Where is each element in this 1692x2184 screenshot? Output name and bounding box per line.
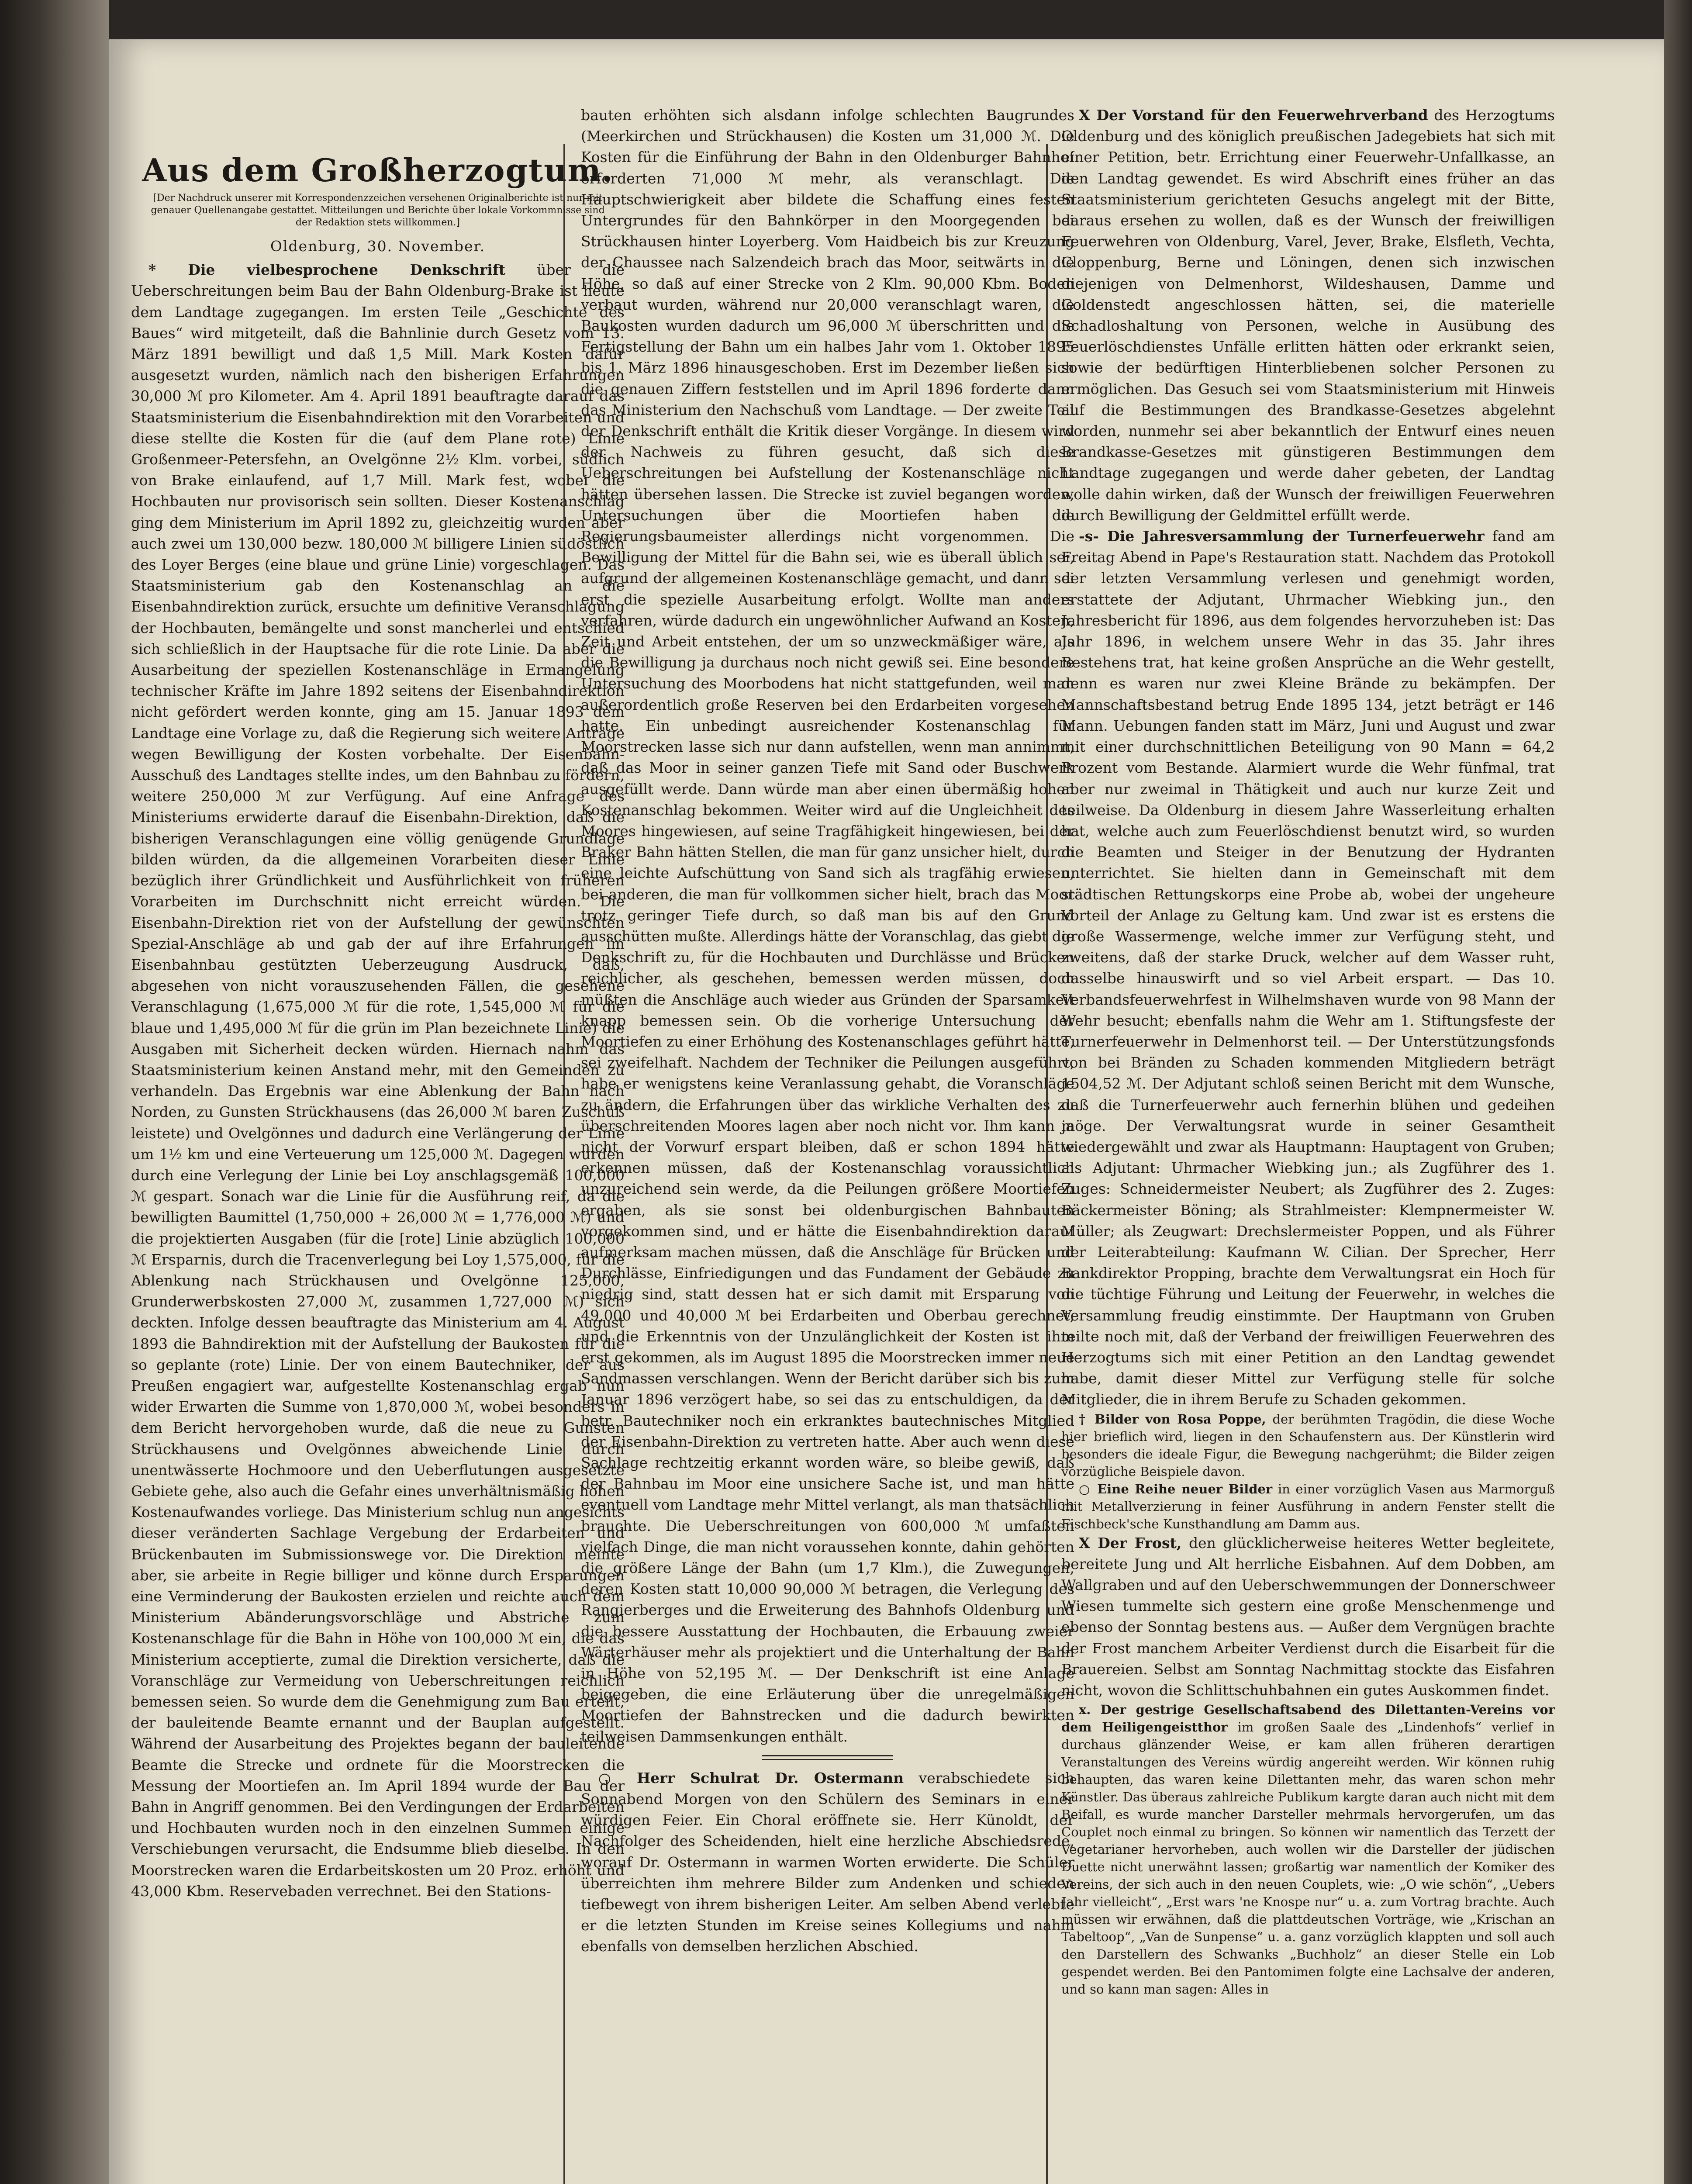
article-headline: ○ Eine Reihe neuer Bilder bbox=[1079, 1481, 1273, 1496]
column-3 bbox=[1061, 105, 1555, 2184]
article-reihe bbox=[1061, 1480, 1555, 1533]
article-frost bbox=[1061, 1533, 1555, 1701]
article-headline: * Die vielbesprochene Denkschrift bbox=[148, 261, 506, 279]
article-text: fand am Freitag Abend in Pape's Restauration statt. Nachdem das Protokoll der letzten Versammlung verlesen und genehmigt worden, erstattete der Adjutant, Uhrmacher Wiebking jun., den Jahresbericht für 1896, aus dem folgendes hervorzuheben ist: Das Jahr 1896, in welchem unsere Wehr in das 35. Jahr ihres Bestehens trat, hat keine großen Ansprüche an die Wehr gestellt, denn es waren nur zwei Kleine Brände zu bekämpfen. Der Mannschaftsbestand betrug Ende 1895 134, jetzt beträgt er 146 Mann. Uebungen fanden statt im März, Juni und August und zwar mit einer durchschnittlichen Beteiligung von 90 Mann = 64,2 Prozent vom Bestande. Alarmiert wurde die Wehr fünfmal, trat aber nur zweimal in Thätigkeit und auch nur kurze Zeit und teilweise. Da Oldenburg in diesem Jahre Wasserleitung erhalten hat, welche auch zum Feuerlöschdienst benutzt wird, so wurden die Beamten und Steiger in der Benutzung der Hydranten unterrichtet. Sie hielten dann in Gemeinschaft mit dem städtischen Rettungskorps eine Probe ab, wobei der ungeheure Vorteil der Anlage zu Geltung kam. Und zwar ist es erstens die große Wassermenge, welche immer zur Verfügung steht, und zweitens, daß der starke Druck, welcher auf dem Wasser ruht, dasselbe hinauswirft und so viel Arbeit erspart. — Das 10. Verbandsfeuerwehrfest in Wilhelmshaven wurde von 98 Mann der Wehr besucht; ebenfalls nahm die Wehr am 1. Stiftungsfeste der Turnerfeuerwehr in Delmenhorst teil. — Der Unterstützungsfonds von bei Bränden zu Schaden kommenden Mitgliedern beträgt 1504,52 ℳ. Der Adjutant schloß seinen Bericht mit dem Wunsche, daß die Turnerfeuerwehr auch fernerhin blühen und gedeihen möge. Der Verwaltungsrat wurde in seiner Gesamtheit wiedergewählt und zwar als Hauptmann: Hauptagent von Gruben; als Adjutant: Uhrmacher Wiebking jun.; als Zugführer des 1. Zuges: Schneidermeister Neubert; als Zugführer des 2. Zuges: Bäckermeister Böning; als Strahlmeister: Klempnermeister W. Müller; als Zeugwart: Drechslermeister Poppen, und als Führer der Leiterabteilung: Kaufmann W. Cilian. Der Sprecher, Herr Bankdirektor Propping, brachte dem Verwaltungsrat ein Hoch für die tüchtige Führung und Leitung der Feuerwehr, in welches die Versammlung freudig einstimmte. Der Hauptmann von Gruben teilte noch mit, daß der Verband der freiwilligen Feuerwehren des Herzogtums sich mit einer Petition an den Landtag gewendet habe, damit dieser Mittel zur Verfügung stelle für solche Mitglieder, die in ihrem Berufe zu Schaden gekommen. bbox=[1061, 528, 1555, 1408]
article-dilettanten bbox=[1061, 1701, 1555, 1998]
article-feuerwehr bbox=[1061, 105, 1555, 526]
article-headline: † Bilder von Rosa Poppe, bbox=[1079, 1411, 1266, 1427]
article-text: im großen Saale des „Lindenhofs“ verlief in durchaus glänzender Weise, er kam allen früheren derartigen Veranstaltungen des Vereins würdig angereiht werden. Wir können ruhig behaupten, das waren keine Dilettanten mehr, das waren schon mehr Künstler. Das überaus zahlreiche Publikum kargte daran auch nicht mit dem Beifall, es wurde mancher Darsteller mehrmals hervorgerufen, um das Couplet noch einmal zu bringen. So können wir namentlich das Terzett der Vegetarianer hervorheben, auch wollen wir die Darsteller der jüdischen Duette nicht unerwähnt lassen; großartig war namentlich der Komiker des Vereins, der sich auch in den neuen Couplets, wie: „O wie schön“, „Uebers Jahr vielleicht“, „Erst wars 'ne Knospe nur“ u. a. zum Vortrag brachte. Auch müssen wir erwähnen, daß die plattdeutschen Vorträge, wie „Krischan an Tabeltoop“, „Van de Sunpense“ u. a. ganz vorzüglich klappten und soll auch den Darstellern des Schwanks „Buchholz“ an dieser Stelle ein Lob gespendet werden. Bei den Pantomimen folgte eine Lachsalve der anderen, und so kann man sagen: Alles in bbox=[1061, 1720, 1555, 1997]
column-2 bbox=[581, 105, 1074, 2184]
column-1 bbox=[131, 105, 625, 2184]
article-headline: ○ Herr Schulrat Dr. Ostermann bbox=[598, 1769, 904, 1787]
page-shadow bbox=[1664, 0, 1692, 2184]
article-headline: X Der Frost, bbox=[1079, 1534, 1182, 1552]
article-railway-cont: bauten erhöhten sich alsdann infolge schlechten Baugrundes (Meerkirchen und Strückhausen) die Kosten um 31,000 ℳ. Die Kosten für die Einführung der Bahn in den Oldenburger Bahnhof erforderten 71,000 ℳ mehr, als veranschlagt. Die Hauptschwierigkeit aber bildete die Schaffung eines festen Untergrundes für den Bahnkörper in den Moorgegenden bei Strückhausen hinter Loyerberg. Vom Haidbeich bis zur Kreuzung der Chaussee nach Salzendeich brach das Moor, seitwärts in die Höhe, so daß auf einer Strecke von 2 Klm. 90,000 Kbm. Boden verbaut wurden, während nur 20,000 veranschlagt waren, die Baukosten wurden dadurch um 96,000 ℳ überschritten und die Fertigstellung der Bahn um ein halbes Jahr vom 1. Oktober 1895 bis 1. März 1896 hinausgeschoben. Erst im Dezember ließen sich die genauen Ziffern feststellen und im April 1896 forderte dann das Ministerium den Nachschuß vom Landtage. — Der zweite Teil der Denkschrift enthält die Kritik dieser Vorgänge. In diesem wird der Nachweis zu führen gesucht, daß sich diese Ueberschreitungen bei Aufstellung der Kostenanschläge nicht hätten übersehen lassen. Die Strecke ist zuviel begangen worden, Untersuchungen über die Moortiefen haben die Regierungsbaumeister allerdings nicht vorgenommen. Die Bewilligung der Mittel für die Bahn sei, wie es überall üblich sei, aufgrund der allgemeinen Kostenanschläge gemacht, und dann sei erst die spezielle Ausarbeitung erfolgt. Wollte man anders verfahren, würde dadurch ein ungewöhnlicher Aufwand an Kosten, Zeit und Arbeit entstehen, der um so unzweckmäßiger wäre, als die Bewilligung ja durchaus noch nicht gewiß sei. Eine besondere Untersuchung des Moorbodens hat nicht stattgefunden, weil man außerordentlich große Reserven bei den Erdarbeiten vorgesehen hatte. Ein unbedingt ausreichender Kostenanschlag für Moorstrecken lasse sich nur dann aufstellen, wenn man annimmt, daß das Moor in seiner ganzen Tiefe mit Sand oder Buschwerk ausgefüllt werde. Dann würde man aber einen übermäßig hohen Kostenanschlag bekommen. Weiter wird auf die Ungleichheit des Moores hingewiesen, auf seine Tragfähigkeit hingewiesen, bei der Braker Bahn hätten Stellen, die man für ganz unsicher hielt, durch eine leichte Aufschüttung von Sand sich als tragfähig erwiesen, bei anderen, die man für vollkommen sicher hielt, brach das Moor trotz geringer Tiefe durch, so daß man bis auf den Grund ausschütten mußte. Allerdings hätte der Voranschlag, das giebt die Denkschrift zu, für die Hochbauten und Durchlässe und Brücken reichlicher, als geschehen, bemessen werden müssen, doch müßten die Anschläge auch wieder aus Gründen der Sparsamkeit knapp bemessen sein. Ob die vorherige Untersuchung der Moortiefen zu einer Erhöhung des Kostenanschlages geführt hätte, sei zweifelhaft. Nachdem der Techniker die Peilungen ausgeführt, habe er wenigstens keine Veranlassung gehabt, die Voranschläge zu ändern, die Erfahrungen über das wirkliche Verhalten des zu überschreitenden Moores lagen aber noch nicht vor. Ihm kann ja nicht der Vorwurf erspart bleiben, daß er schon 1894 hätte erkennen müssen, daß der Kostenanschlag voraussichtlich unzureichend sein werde, da die Peilungen größere Moortiefen ergaben, als sie sonst bei oldenburgischen Bahnbauten vorgekommen sind, und er hätte die Eisenbahndirektion darauf aufmerksam machen müssen, daß die Anschläge für Brücken und Durchlässe, Einfriedigungen und das Fundament der Gebäude zu niedrig sind, statt dessen hat er sich damit mit Ersparung von 49,000 und 40,000 ℳ bei Erdarbeiten und Oberbau gerechnet, und die Erkenntnis von der Unzulänglichkeit der Kosten ist ihm erst gekommen, als im August 1895 die Moorstrecken immer neue Sandmassen verschlangen. Wenn der Bericht darüber sich bis zum Januar 1896 verzögert habe, so sei das zu entschuldigen, da der betr. Bautechniker noch ein erkranktes bautechnisches Mitglied der Eisenbahn-Direktion zu vertreten hatte. Aber auch wenn diese Sachlage rechtzeitig erkannt worden wäre, so bleibe gewiß, daß der Bahnbau im Moor eine unsichere Sache ist, und man hätte eventuell vom Landtage mehr Mittel verlangt, als man thatsächlich brauchte. Die Ueberschreitungen von 600,000 ℳ umfaßten vielfach Dinge, die man nicht voraussehen konnte, dahin gehörten die größere Länge der Bahn (um 1,7 Klm.), die Zuwegungen, deren Kosten statt 10,000 90,000 ℳ betragen, die Verlegung des Rangierberges und die Erweiterung des Bahnhofs Oldenburg und die bessere Ausstattung der Hochbauten, die Erbauung zweier Wärterhäuser mehr als projektiert und die Unterhaltung der Bahn in Höhe von 52,195 ℳ. — Der Denkschrift ist eine Anlage beigegeben, die eine Erläuterung über die unregelmäßigen Moortiefen der Bahnstrecken und die dadurch bewirkten teilweisen Dammsenkungen enthält. bbox=[581, 107, 1074, 1745]
article-headline: X Der Vorstand für den Feuerwehrverband bbox=[1079, 107, 1428, 124]
article-text: der berühmten Tragödin, die diese Woche hier brieflich wird, liegen in den Schaufenstern aus. Der Künstlerin wird besonders die ideale Figur, die Bewegung nachgerühmt; die Bilder zeigen vorzügliche Beispiele davon. bbox=[1061, 1411, 1555, 1479]
article-bilder bbox=[1061, 1410, 1555, 1480]
article-text: den glücklicherweise heiteres Wetter begleitete, bereitete Jung und Alt herrliche Eisbahnen. Auf dem Dobben, am Wallgraben und auf den Ueberschwemmungen der Donnerschweer Wiesen tummelte sich gestern eine große Menschenmenge und ebenso der Sonntag bestens aus. — Außer dem Vergnügen brachte der Frost manchem Arbeiter Verdienst durch die Eisarbeit für die Brauereien. Selbst am Sonntag Nachmittag stockte das Eisfahren nicht, wovon die Schlittschuhbahnen ein gutes Auskommen findet. bbox=[1061, 1534, 1555, 1699]
article-text: des Herzogtums Oldenburg und des königlich preußischen Jadegebiets hat sich mit einer Petition, betr. Errichtung einer Feuerwehr-Unfallkasse, an den Landtag gewendet. Es wird Abschrift eines früher an das Staatsministerium gerichteten Gesuchs angelegt mit der Bitte, daraus ersehen zu wollen, daß es der Wunsch der freiwilligen Feuerwehren von Oldenburg, Varel, Jever, Brake, Elsfleth, Vechta, Cloppenburg, Berne und Löningen, denen sich inzwischen diejenigen von Delmenhorst, Wildeshausen, Damme und Goldenstedt angeschlossen hätten, sei, die materielle Schadloshaltung von Personen, welche in Ausübung des Feuerlöschdienstes Unfälle erlitten hätten oder erkrankt seien, sowie der bedürftigen Hinterbliebenen solcher Personen zu ermöglichen. Das Gesuch sei vom Staatsministerium mit Hinweis auf die Bestimmungen des Brandkasse-Gesetzes abgelehnt worden, nunmehr sei aber bekanntlich der Entwurf eines neuen Brandkasse-Gesetzes mit günstigeren Bestimmungen dem Landtage zugegangen und werde daher gebeten, der Landtag wolle dahin wirken, daß der Wunsch der freiwilligen Feuerwehren durch Bewilligung der Geldmittel erfüllt werde. bbox=[1061, 107, 1555, 524]
article-text: über die Ueberschreitungen beim Bau der Bahn Oldenburg-Brake ist heute dem Landtage zugegangen. Im ersten Teile „Geschichte des Baues“ wird mitgeteilt, daß die Bahnlinie durch Gesetz vom 13. März 1891 bewilligt und daß 1,5 Mill. Mark Kosten dafür ausgesetzt wurden, nämlich nach den bisherigen Erfahrungen 30,000 ℳ pro Kilometer. Am 4. April 1891 beauftragte darauf das Staatsministerium die Eisenbahndirektion mit den Vorarbeiten und diese stellte die Kosten für die (auf dem Plane rote) Linie Großenmeer-Petersfehn, an Ovelgönne 2½ Klm. vorbei, südlich von Brake einlaufend, auf 1,7 Mill. Mark fest, wobei die Hochbauten nur provisorisch sein sollten. Dieser Kostenanschlag ging dem Ministerium im April 1892 zu, gleichzeitig wurden aber auch zwei um 130,000 bezw. 180,000 ℳ billigere Linien südöstlich des Loyer Berges (eine blaue und grüne Linie) vorgeschlagen. Das Staatsministerium gab den Kostenanschlag an die Eisenbahndirektion zurück, ersuchte um definitive Veranschlagung der Hochbauten, bemängelte und sonst mancherlei und entschied sich schließlich in der Hauptsache für die rote Linie. Da aber die Ausarbeitung der speziellen Kostenanschläge in Ermangelung technischer Kräfte im Jahre 1892 seitens der Eisenbahndirektion nicht gefördert werden konnte, ging am 15. Januar 1893 dem Landtage eine Vorlage zu, daß die Regierung sich weitere Anträge wegen Bewilligung der Kosten vorbehalte. Der Eisenbahn-Ausschuß des Landtages stellte indes, um den Bahnbau zu fördern, weitere 250,000 ℳ zur Verfügung. Auf eine Anfrage des Ministeriums erwiderte darauf die Eisenbahn-Direktion, daß die bisherigen Veranschlagungen eine völlig genügende Grundlage bilden würden, da die allgemeinen Vorarbeiten dieser Linie bezüglich ihrer Gründlichkeit und Ausführlichkeit von früheren Vorarbeiten im Durchschnitt nicht erreicht würden. Die Eisenbahn-Direktion riet von der Aufstellung der gewünschten Spezial-Anschläge ab und gab der auf ihre Erfahrungen im Eisenbahnbau gestützten Ueberzeugung Ausdruck, daß, abgesehen von nicht vorauszusehenden Fällen, die gesehene Veranschlagung (1,675,000 ℳ für die rote, 1,545,000 ℳ für die blaue und 1,495,000 ℳ für die grün im Plan bezeichnete Linie) die Ausgaben mit Sicherheit decken würden. Hiernach nahm das Staatsministerium keinen Anstand mehr, mit den Gemeinden zu verhandeln. Das Ergebnis war eine Ablenkung der Bahn nach Norden, zu Gunsten Strückhausens (das 26,000 ℳ baren Zuschuß leistete) und Ovelgönnes und dadurch eine Verlängerung der Linie um 1½ km und eine Verteuerung um 125,000 ℳ. Dagegen wurden durch eine Verlegung der Linie bei Loy anschlagsgemäß 100,000 ℳ gespart. Sonach war die Linie für die Ausführung reif, da die bewilligten Baumittel (1,750,000 + 26,000 ℳ = 1,776,000 ℳ) und die projektierten Ausgaben (für die [rote] Linie abzüglich 100,000 ℳ Ersparnis, durch die Tracenverlegung bei Loy 1,575,000, für die Ablenkung nach Strückhausen und Ovelgönne 125,000, Grunderwerbskosten 27,000 ℳ, zusammen 1,727,000 ℳ) sich deckten. Infolge dessen beauftragte das Ministerium am 4. August 1893 die Bahndirektion mit der Aufstellung der Baukosten für die so geplante (rote) Linie. Der von einem Bautechniker, der aus Preußen engagiert war, aufgestellte Kostenanschlag ergab nun wider Erwarten die Summe von 1,870,000 ℳ, wobei besonders in dem Bericht hervorgehoben wurde, daß die neue zu Gunsten Strückhausens und Ovelgönnes abweichende Linie durch unentwässerte Hochmoore und den Ueberflutungen ausgesetzte Gebiete gehe, also auch die Gefahr eines unverhältnismäßig hohen Kostenaufwandes vorliege. Das Ministerium schlug nun angesichts dieser veränderten Sachlage Vergebung der Erdarbeiten und Brückenbauten im Submissionswege vor. Die Direktion meinte aber, sie arbeite in Regie billiger und könne durch Ersparungen eine Verminderung der Baukosten erzielen und reichte auch dem Ministerium Abänderungsvorschläge und Abstriche zum Kostenanschlage für die Bahn in Höhe von 100,000 ℳ ein, die das Ministerium acceptierte, zumal die Direktion versicherte, daß die Voranschläge zur Vermeidung von Ueberschreitungen reichlich bemessen seien. So wurde dem die Genehmigung zum Bau erteilt, der bauleitende Beamte ernannt und der Bauplan aufgestellt. Während der Ausarbeitung des Projektes begann der bauleitende Beamte die Strecke und ordnete für die Moorstrecken die Messung der Moortiefen an. Im April 1894 wurde der Bau der Bahn in Angriff genommen. Bei den Verdingungen der Erdarbeiten und Hochbauten wurden noch in den einzelnen Summen einige Verschiebungen verursacht, die Endsumme blieb dieselbe. In den Moorstrecken waren die Erdarbeitskosten um 20 Proz. erhöht und 43,000 Kbm. Reservebaden verrechnet. Bei den Stations- bbox=[131, 261, 625, 1900]
article-headline: -s- Die Jahresversammlung der Turnerfeuerwehr bbox=[1079, 528, 1485, 545]
article-railway bbox=[131, 259, 625, 1902]
article-separator bbox=[762, 1755, 893, 1760]
dateline: Oldenburg, 30. November. bbox=[270, 238, 486, 255]
article-text: verabschiedete sich Sonnabend Morgen von den Schülern des Seminars in einer würdigen Feier. Ein Choral eröffnete sie. Herr Künoldt, der Nachfolger des Scheidenden, hielt eine herzliche Abschiedsrede, worauf Dr. Ostermann in warmen Worten erwiderte. Die Schüler überreichten ihm mehrere Bilder zum Andenken und schieden tiefbewegt von ihrem bisherigen Leiter. Am selben Abend verlebte er die letzten Stunden im Kreise seines Kollegiums und nahm ebenfalls von demselben herzlichen Abschied. bbox=[581, 1769, 1074, 1955]
article-turnerfeuerwehr bbox=[1061, 526, 1555, 1410]
article-text: in einer vorzüglich Vasen aus Marmorguß mit Metallverzierung in feiner Ausführung in andern Fenster stellt die Fischbeck'sche Kunsthandlung am Damm aus. bbox=[1061, 1481, 1555, 1531]
article-headline: x. Der gestrige Gesellschaftsabend des Dilettanten-Vereins vor dem Heiligengeistthor bbox=[1061, 1702, 1555, 1735]
book-binding-edge bbox=[0, 0, 109, 2184]
reprint-notice: [Der Nachdruck unserer mit Korrespondenzzeichen versehenen Originalberichte ist nur mit genauer Quellenangabe gestattet. Mitteilungen und Berichte über lokale Vorkommnisse sind der Redaktion stets willkommen.] bbox=[151, 193, 605, 228]
section-masthead: Aus dem Großherzogtum. bbox=[142, 152, 614, 189]
article-schulrat bbox=[581, 1768, 1074, 1957]
